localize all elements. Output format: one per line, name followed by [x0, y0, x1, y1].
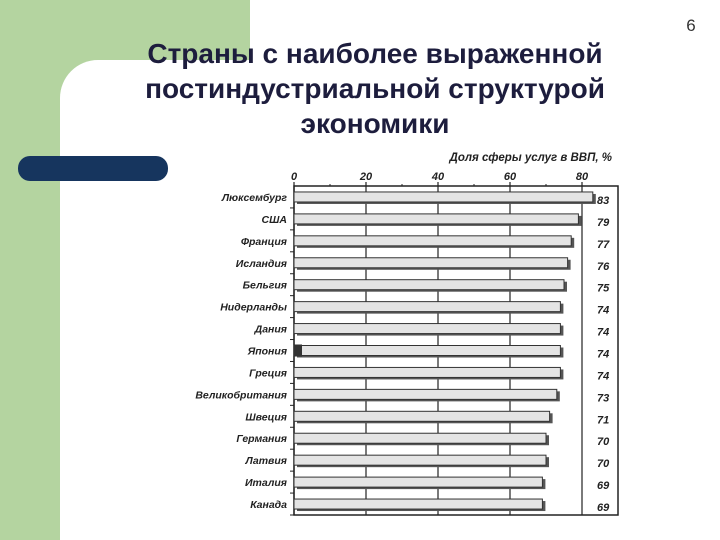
value-label: 71	[597, 414, 610, 427]
category-label: Канада	[250, 499, 287, 512]
bar	[294, 214, 578, 224]
value-label: 79	[597, 216, 610, 229]
x-tick-label: 80	[575, 171, 589, 183]
bar	[294, 192, 593, 202]
bar	[294, 280, 564, 290]
value-label: 74	[597, 304, 610, 317]
value-label: 74	[597, 326, 610, 339]
category-label: Люксембург	[221, 191, 287, 204]
category-label: Франция	[240, 235, 287, 248]
category-label: Италия	[245, 477, 287, 490]
value-label: 75	[597, 282, 610, 295]
category-label: Дания	[254, 323, 287, 336]
bar	[294, 499, 542, 509]
category-label: Швеция	[245, 411, 287, 424]
x-tick-label: 0	[290, 171, 298, 183]
category-label: Латвия	[245, 455, 287, 468]
title-line-1: Страны с наиболее выраженной	[147, 38, 603, 69]
category-label: Великобритания	[195, 389, 287, 402]
bar	[294, 258, 568, 268]
category-label: Греция	[249, 367, 287, 380]
category-label: Германия	[236, 433, 287, 446]
bar	[294, 389, 557, 399]
bar	[294, 324, 560, 334]
bar-marker-block	[294, 345, 302, 357]
x-tick-label: 20	[359, 171, 373, 183]
chart-title: Доля сферы услуг в ВВП, %	[449, 152, 612, 164]
value-label: 76	[597, 260, 610, 273]
bar	[294, 236, 571, 246]
value-label: 73	[597, 392, 610, 405]
value-label: 74	[597, 370, 610, 383]
bar	[294, 433, 546, 443]
value-label: 74	[597, 348, 610, 361]
value-label: 69	[597, 480, 610, 493]
category-label: Япония	[247, 345, 287, 358]
bar	[294, 477, 542, 487]
category-label: США	[261, 213, 287, 226]
bar	[294, 302, 560, 312]
value-label: 69	[597, 502, 610, 515]
title-line-3: экономики	[300, 108, 450, 139]
value-label: 70	[597, 436, 610, 449]
category-label: Нидерланды	[220, 301, 287, 314]
bar	[294, 346, 560, 356]
slide-number: 6	[686, 16, 696, 35]
bar	[294, 411, 550, 421]
category-label: Исландия	[235, 257, 287, 270]
x-tick-label: 60	[503, 171, 517, 183]
x-tick-label: 40	[431, 171, 445, 183]
value-label: 83	[597, 194, 610, 207]
value-label: 77	[597, 238, 610, 251]
category-label: Бельгия	[242, 279, 287, 292]
bar	[294, 367, 560, 377]
value-label: 70	[597, 458, 610, 471]
bar	[294, 455, 546, 465]
title-line-2: постиндустриальной структурой	[145, 73, 605, 104]
